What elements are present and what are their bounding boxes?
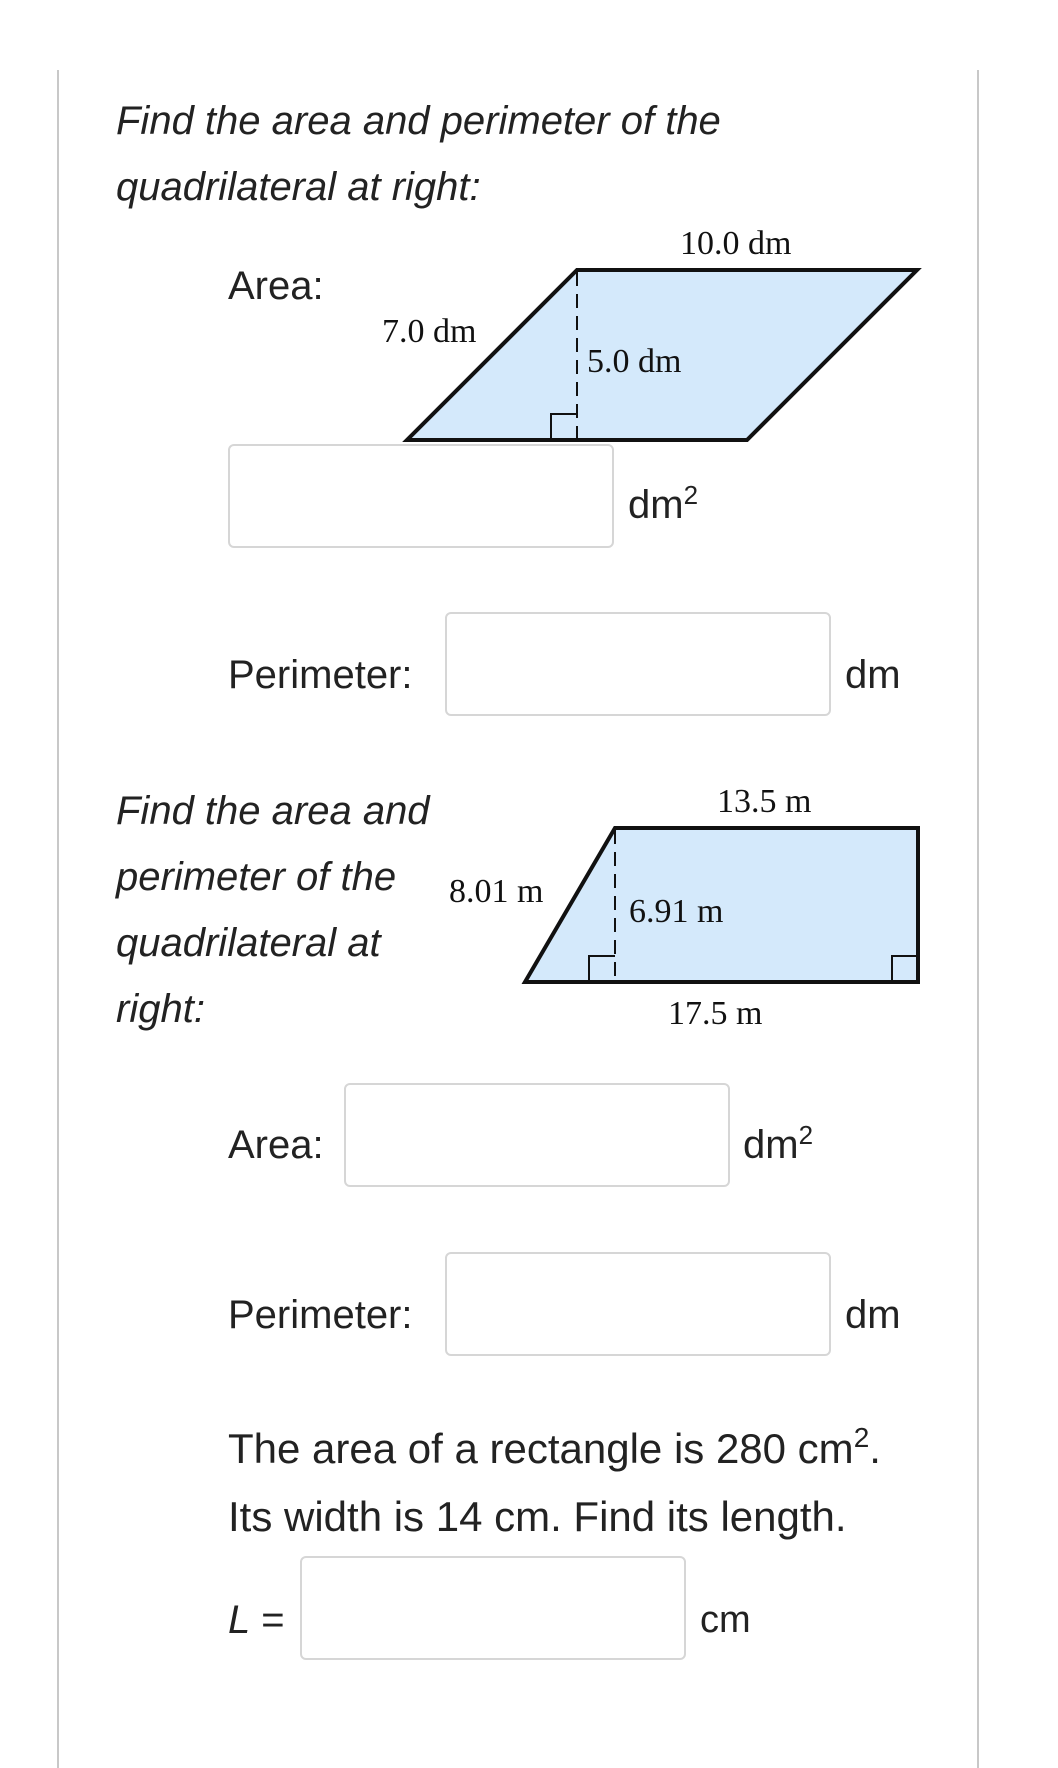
problem2-perimeter-label: Perimeter: [228, 1293, 413, 1337]
parallelogram-side-label: 7.0 dm [382, 313, 477, 350]
parallelogram-height-label: 5.0 dm [587, 343, 682, 380]
problem2-perimeter-unit: dm [845, 1293, 901, 1337]
problem1-area-label: Area: [228, 264, 324, 308]
problem1-perimeter-label: Perimeter: [228, 653, 413, 697]
problem1-perimeter-unit: dm [845, 653, 901, 697]
problem2-perimeter-input[interactable] [445, 1252, 831, 1356]
trapezoid-top-label: 13.5 m [717, 783, 812, 820]
parallelogram-top-label: 10.0 dm [680, 225, 792, 262]
problem3-length-input[interactable] [300, 1556, 686, 1660]
problem1-area-unit-text: dm [628, 483, 684, 527]
problem2-area-unit-text: dm [743, 1123, 799, 1167]
trapezoid-height-label: 6.91 m [629, 893, 724, 930]
trapezoid-bottom-label: 17.5 m [668, 995, 763, 1032]
problem2-prompt-line2: perimeter of the [116, 855, 397, 899]
problem3-statement-line1 [228, 1416, 881, 1482]
trapezoid-side-label: 8.01 m [449, 873, 544, 910]
problem2-area-input[interactable] [344, 1083, 730, 1187]
problem2-prompt-line1: Find the area and [116, 789, 430, 833]
problem3-length-unit: cm [700, 1599, 751, 1641]
problem3-statement-line2: Its width is 14 cm. Find its length. [228, 1493, 847, 1540]
problem3-line1-text: The area of a rectangle is 280 cm [228, 1425, 854, 1472]
problem1-prompt-line2: quadrilateral at right: [116, 165, 481, 209]
problem3-line1-period: . [869, 1425, 881, 1472]
problem1-prompt-line1: Find the area and perimeter of the [116, 99, 721, 143]
problem2-area-unit [743, 1121, 813, 1169]
problem2-prompt-line3: quadrilateral at [116, 921, 381, 965]
problem2-prompt-line4: right: [116, 987, 205, 1031]
problem2-area-unit-exponent: 2 [798, 1120, 814, 1150]
problem1-area-unit-exponent: 2 [683, 480, 699, 510]
problem2-area-label: Area: [228, 1123, 324, 1167]
problem3-length-label: L = [228, 1598, 284, 1642]
problem3-line1-exponent: 2 [853, 1422, 870, 1453]
